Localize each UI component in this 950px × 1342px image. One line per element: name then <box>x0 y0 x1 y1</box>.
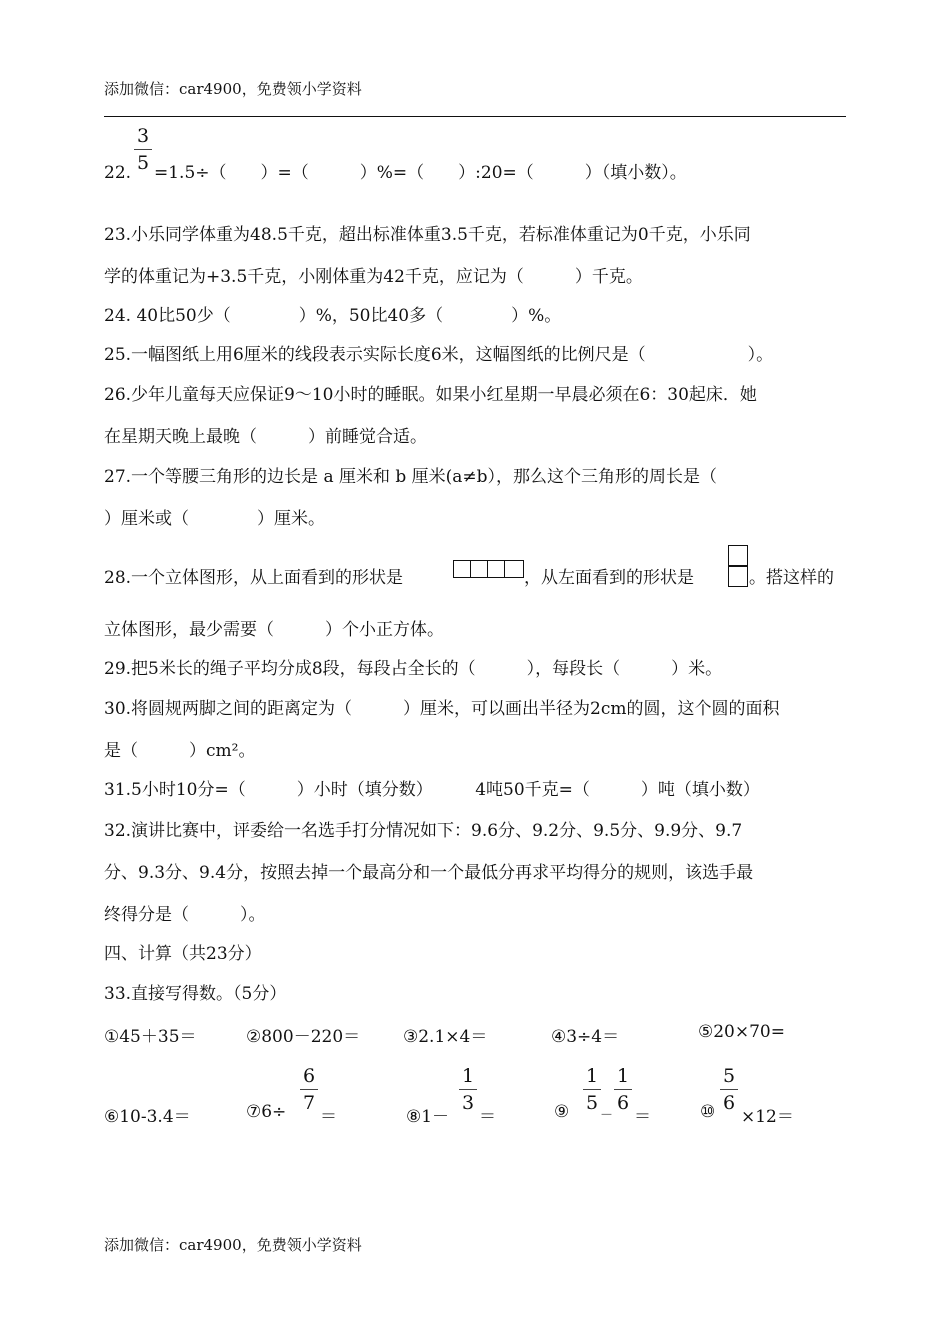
fraction-bar <box>300 1089 318 1090</box>
denominator: 5 <box>585 1092 599 1114</box>
header-divider <box>104 116 846 117</box>
calc-item-10-fraction <box>720 1066 738 1113</box>
q31-text: 31.5小时10分=（ ）小时（填分数） 4吨50千克=（ ）吨（填小数） <box>104 780 760 800</box>
q23-line2: 学的体重记为+3.5千克，小刚体重为42千克，应记为（ ）千克。 <box>104 267 643 287</box>
q22-text: =1.5÷（ ）=（ ）%=（ ）:20=（ ）（填小数）。 <box>154 163 687 183</box>
calc-item-9-minus: － <box>600 1108 614 1123</box>
q28-part3: 。搭这样的 <box>749 568 834 588</box>
left-view-square <box>728 566 748 587</box>
fraction-bar <box>720 1089 738 1090</box>
calc-item-9-fraction-a <box>583 1066 601 1113</box>
q33-title: 33.直接写得数。（5分） <box>104 984 287 1004</box>
q30-line1: 30.将圆规两脚之间的距离定为（ ）厘米，可以画出半径为2cm的圆，这个圆的面积 <box>104 699 780 719</box>
q25-text: 25.一幅图纸上用6厘米的线段表示实际长度6米，这幅图纸的比例尺是（ ）。 <box>104 345 774 365</box>
denominator: 7 <box>302 1092 316 1114</box>
q29-text: 29.把5米长的绳子平均分成8段，每段占全长的（ ），每段长（ ）米。 <box>104 659 723 679</box>
calc-item-10-suffix: ×12＝ <box>741 1107 794 1127</box>
section-title: 四、计算（共23分） <box>104 944 262 964</box>
numerator: 1 <box>461 1065 475 1087</box>
calc-item-7-prefix: ⑦6÷ <box>246 1102 287 1122</box>
fraction-bar <box>583 1089 601 1090</box>
q30-line2: 是（ ）cm²。 <box>104 741 256 761</box>
calc-item-9-suffix: ＝ <box>634 1107 651 1127</box>
q27-line1: 27.一个等腰三角形的边长是 a 厘米和 b 厘米(a≠b），那么这个三角形的周长是（ <box>104 467 718 487</box>
numerator: 1 <box>585 1065 599 1087</box>
q26-line1: 26.少年儿童每天应保证9～10小时的睡眠。如果小红星期一早晨必须在6：30起床．她 <box>104 385 757 405</box>
q28-part1: 28.一个立体图形，从上面看到的形状是 <box>104 568 404 588</box>
calc-item-7-suffix: ＝ <box>320 1107 337 1127</box>
left-view-square <box>728 545 748 566</box>
calc-item-4: ④3÷4＝ <box>551 1027 620 1047</box>
page-header: 添加微信：car4900，免费领小学资料 <box>104 80 362 98</box>
q28-part2: ，从左面看到的形状是 <box>524 568 694 588</box>
calc-item-7-fraction <box>300 1066 318 1113</box>
q27-line2: ）厘米或（ ）厘米。 <box>104 509 325 529</box>
calc-item-8-suffix: ＝ <box>479 1107 496 1127</box>
top-view-square <box>487 560 505 578</box>
q26-line2: 在星期天晚上最晚（ ）前睡觉合适。 <box>104 427 427 447</box>
q32-line1: 32.演讲比赛中，评委给一名选手打分情况如下：9.6分、9.2分、9.5分、9.9分、9.7 <box>104 821 743 841</box>
fraction-bar <box>134 149 152 150</box>
calc-item-8-fraction <box>459 1066 477 1113</box>
fraction-bar <box>459 1089 477 1090</box>
calc-item-2: ②800－220＝ <box>246 1027 361 1047</box>
top-view-square <box>470 560 488 578</box>
calc-item-9-prefix: ⑨ <box>554 1102 570 1122</box>
q32-line2: 分、9.3分、9.4分，按照去掉一个最高分和一个最低分再求平均得分的规则，该选手最 <box>104 863 754 883</box>
top-view-square <box>504 560 524 578</box>
calc-item-3: ③2.1×4＝ <box>403 1027 488 1047</box>
fraction-bar <box>614 1089 632 1090</box>
calc-item-6: ⑥10-3.4＝ <box>104 1107 191 1127</box>
numerator: 6 <box>302 1065 316 1087</box>
denominator: 6 <box>616 1092 630 1114</box>
denominator: 6 <box>722 1092 736 1114</box>
calc-item-5: ⑤20×70= <box>698 1022 785 1042</box>
q28-line2: 立体图形，最少需要（ ）个小正方体。 <box>104 620 444 640</box>
q32-line3: 终得分是（ ）。 <box>104 905 266 925</box>
numerator: 1 <box>616 1065 630 1087</box>
calc-item-9-fraction-b <box>614 1066 632 1113</box>
numerator: 5 <box>722 1065 736 1087</box>
q22-fraction <box>134 126 152 173</box>
calc-item-10-prefix: ⑩ <box>700 1102 716 1122</box>
q23-line1: 23.小乐同学体重为48.5千克，超出标准体重3.5千克，若标准体重记为0千克，小乐同 <box>104 225 751 245</box>
top-view-square <box>453 560 471 578</box>
page-footer: 添加微信：car4900，免费领小学资料 <box>104 1236 362 1254</box>
q22-prefix: 22. <box>104 163 132 183</box>
calc-item-1: ①45＋35＝ <box>104 1027 197 1047</box>
q22-denominator: 5 <box>136 152 150 174</box>
q22-numerator: 3 <box>136 125 150 147</box>
denominator: 3 <box>461 1092 475 1114</box>
calc-item-8-prefix: ⑧1－ <box>406 1107 450 1127</box>
q24-text: 24. 40比50少（ ）%，50比40多（ ）%。 <box>104 306 562 326</box>
